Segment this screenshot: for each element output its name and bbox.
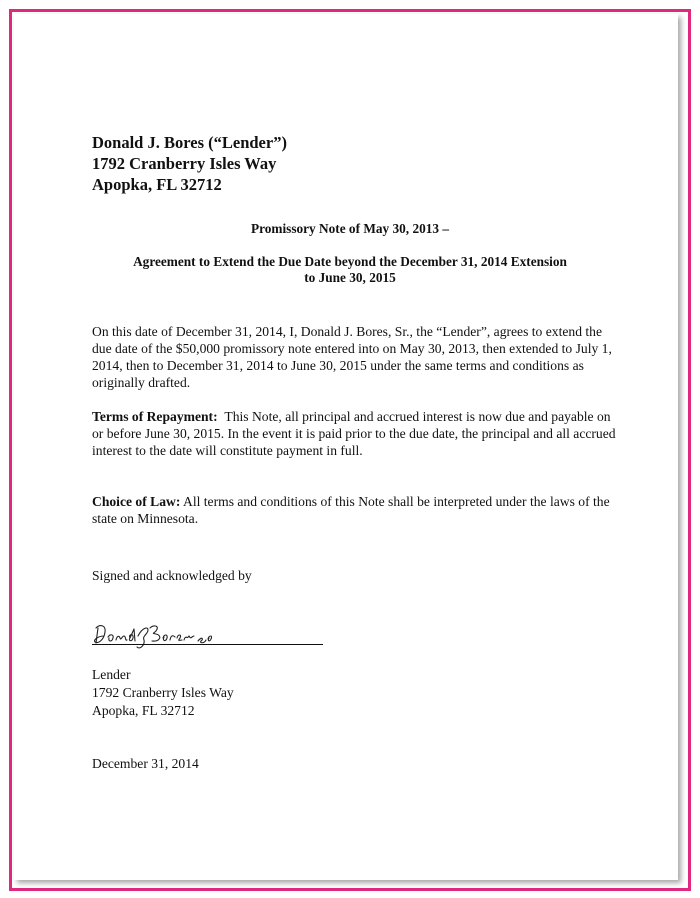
lender-street: 1792 Cranberry Isles Way [92, 685, 234, 700]
lender-address [92, 666, 234, 720]
terms-text: This Note, all principal and accrued interest is now due and payable on or before June 30, 2015. In the event it is paid prior to the due date, the principal and all accrued interest to the date will constitute payment in full. [92, 409, 616, 458]
choice-label: Choice of Law: [92, 494, 181, 509]
handwritten-signature [90, 614, 260, 654]
subtitle-line-2: to June 30, 2015 [304, 270, 396, 285]
document-date: December 31, 2014 [92, 756, 199, 771]
sender-street: 1792 Cranberry Isles Way [92, 154, 277, 173]
signature-line [92, 644, 323, 645]
lender-city: Apopka, FL 32712 [92, 703, 195, 718]
choice-text: All terms and conditions of this Note shall be interpreted under the laws of the state on Minnesota. [92, 494, 610, 526]
sender-name: Donald J. Bores (“Lender”) [92, 133, 287, 152]
document-subtitle [80, 254, 620, 286]
document-title: Promissory Note of May 30, 2013 – [250, 221, 450, 236]
choice-of-law-paragraph [92, 493, 622, 527]
signed-acknowledged-text: Signed and acknowledged by [92, 568, 252, 583]
sender-address [92, 132, 287, 195]
terms-paragraph [92, 408, 622, 459]
sender-city: Apopka, FL 32712 [92, 175, 222, 194]
extension-paragraph: On this date of December 31, 2014, I, Donald J. Bores, Sr., the “Lender”, agrees to extend the due date of the $50,000 promissory note entered into on May 30, 2013, then extended to July 1, 2014, then to December 31, 2014 to June 30, 2015 under the same terms and conditions as originally drafted. [92, 324, 612, 390]
terms-label: Terms of Repayment: [92, 409, 218, 424]
lender-role: Lender [92, 667, 131, 682]
subtitle-line-1: Agreement to Extend the Due Date beyond the December 31, 2014 Extension [133, 254, 567, 269]
